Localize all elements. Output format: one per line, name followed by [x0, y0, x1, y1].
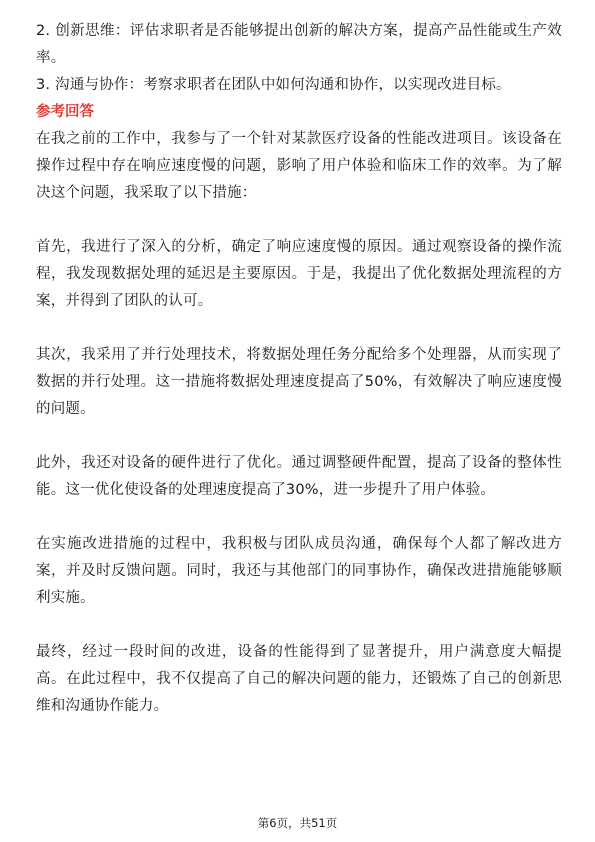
page-content [36, 18, 562, 720]
paragraph-gap [36, 207, 562, 234]
paragraph-collaboration: 在实施改进措施的过程中，我积极与团队成员沟通，确保每个人都了解改进方案，并及时反馈问题。同时，我还与其他部门的同事协作，确保改进措施能够顺利实施。 [36, 536, 562, 606]
answer-heading: 参考回答 [36, 104, 94, 120]
list-item-communication: 3. 沟通与协作：考察求职者在团队中如何沟通和协作，以实现改进目标。 [36, 77, 511, 93]
paragraph-intro: 在我之前的工作中，我参与了一个针对某款医疗设备的性能改进项目。该设备在操作过程中存在响应速度慢的问题，影响了用户体验和临床工作的效率。为了解决这个问题，我采取了以下措施： [36, 131, 562, 201]
paragraph-analysis: 首先，我进行了深入的分析，确定了响应速度慢的原因。通过观察设备的操作流程，我发现数据处理的延迟是主要原因。于是，我提出了优化数据处理流程的方案，并得到了团队的认可。 [36, 239, 562, 309]
list-item-innovation: 2. 创新思维：评估求职者是否能够提出创新的解决方案，提高产品性能或生产效率。 [36, 23, 562, 66]
paragraph-gap [36, 423, 562, 450]
paragraph-conclusion: 最终，经过一段时间的改进，设备的性能得到了显著提升，用户满意度大幅提高。在此过程中，我不仅提高了自己的解决问题的能力，还锻炼了自己的创新思维和沟通协作能力。 [36, 644, 562, 714]
paragraph-parallel: 其次，我采用了并行处理技术，将数据处理任务分配给多个处理器，从而实现了数据的并行处理。这一措施将数据处理速度提高了50%，有效解决了响应速度慢的问题。 [36, 347, 562, 417]
paragraph-gap [36, 612, 562, 639]
paragraph-gap [36, 315, 562, 342]
page-number: 第6页，共51页 [257, 816, 338, 830]
paragraph-gap [36, 504, 562, 531]
paragraph-hardware: 此外，我还对设备的硬件进行了优化。通过调整硬件配置，提高了设备的整体性能。这一优化使设备的处理速度提高了30%，进一步提升了用户体验。 [36, 455, 562, 498]
